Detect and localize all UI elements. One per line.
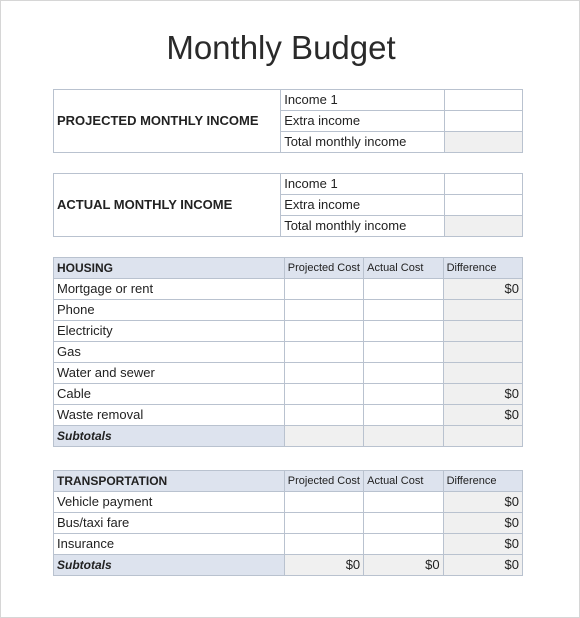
- table-row: [54, 534, 523, 555]
- actual-cost-cell[interactable]: [364, 492, 443, 513]
- projected-income-1-label: Income 1: [281, 90, 445, 111]
- transportation-col-difference: Difference: [443, 471, 522, 492]
- row-label: Cable: [54, 384, 285, 405]
- subtotal-difference: [443, 426, 522, 447]
- housing-col-projected: Projected Cost: [284, 258, 363, 279]
- row-label: Waste removal: [54, 405, 285, 426]
- row-label: Mortgage or rent: [54, 279, 285, 300]
- table-row: [54, 363, 523, 384]
- table-row: [54, 492, 523, 513]
- subtotal-row: [54, 555, 523, 576]
- projected-cost-cell[interactable]: [284, 405, 363, 426]
- subtotal-difference: $0: [443, 555, 522, 576]
- actual-cost-cell[interactable]: [364, 300, 443, 321]
- subtotal-projected: $0: [284, 555, 363, 576]
- difference-cell: [443, 342, 522, 363]
- subtotal-label: Subtotals: [54, 555, 285, 576]
- row-label: Water and sewer: [54, 363, 285, 384]
- actual-cost-cell[interactable]: [364, 363, 443, 384]
- projected-total-income-value: [444, 132, 522, 153]
- difference-cell: [443, 363, 522, 384]
- difference-cell: [443, 300, 522, 321]
- row-label: Phone: [54, 300, 285, 321]
- actual-cost-cell[interactable]: [364, 321, 443, 342]
- row-label: Electricity: [54, 321, 285, 342]
- projected-cost-cell[interactable]: [284, 534, 363, 555]
- difference-cell: $0: [443, 534, 522, 555]
- projected-total-income-label: Total monthly income: [281, 132, 445, 153]
- subtotal-label: Subtotals: [54, 426, 285, 447]
- subtotal-actual: $0: [364, 555, 443, 576]
- actual-cost-cell[interactable]: [364, 384, 443, 405]
- transportation-header: TRANSPORTATION: [54, 471, 285, 492]
- subtotal-actual: [364, 426, 443, 447]
- projected-cost-cell[interactable]: [284, 321, 363, 342]
- projected-cost-cell[interactable]: [284, 384, 363, 405]
- housing-col-actual: Actual Cost: [364, 258, 443, 279]
- table-row: [54, 405, 523, 426]
- housing-header: HOUSING: [54, 258, 285, 279]
- projected-income-1-value[interactable]: [444, 90, 522, 111]
- actual-cost-cell[interactable]: [364, 342, 443, 363]
- difference-cell: $0: [443, 492, 522, 513]
- projected-extra-income-label: Extra income: [281, 111, 445, 132]
- row-label: Insurance: [54, 534, 285, 555]
- projected-cost-cell[interactable]: [284, 279, 363, 300]
- subtotal-row: [54, 426, 523, 447]
- actual-cost-cell[interactable]: [364, 513, 443, 534]
- row-label: Gas: [54, 342, 285, 363]
- table-row: [54, 300, 523, 321]
- projected-cost-cell[interactable]: [284, 492, 363, 513]
- actual-income-1-label: Income 1: [281, 174, 445, 195]
- projected-income-label: PROJECTED MONTHLY INCOME: [54, 90, 281, 153]
- table-row: [54, 342, 523, 363]
- projected-cost-cell[interactable]: [284, 363, 363, 384]
- projected-cost-cell[interactable]: [284, 300, 363, 321]
- difference-cell: $0: [443, 405, 522, 426]
- transportation-col-actual: Actual Cost: [364, 471, 443, 492]
- projected-income-table: [53, 89, 523, 153]
- table-row: [54, 384, 523, 405]
- projected-cost-cell[interactable]: [284, 513, 363, 534]
- transportation-table: [53, 470, 523, 576]
- actual-extra-income-label: Extra income: [281, 195, 445, 216]
- actual-total-income-label: Total monthly income: [281, 216, 445, 237]
- row-label: Bus/taxi fare: [54, 513, 285, 534]
- actual-income-label: ACTUAL MONTHLY INCOME: [54, 174, 281, 237]
- actual-cost-cell[interactable]: [364, 534, 443, 555]
- table-row: [54, 513, 523, 534]
- difference-cell: $0: [443, 279, 522, 300]
- housing-col-difference: Difference: [443, 258, 522, 279]
- difference-cell: [443, 321, 522, 342]
- projected-cost-cell[interactable]: [284, 342, 363, 363]
- actual-total-income-value: [444, 216, 522, 237]
- difference-cell: $0: [443, 513, 522, 534]
- housing-table: [53, 257, 523, 447]
- difference-cell: $0: [443, 384, 522, 405]
- page-title: Monthly Budget: [166, 29, 396, 66]
- actual-cost-cell[interactable]: [364, 405, 443, 426]
- transportation-col-projected: Projected Cost: [284, 471, 363, 492]
- row-label: Vehicle payment: [54, 492, 285, 513]
- actual-cost-cell[interactable]: [364, 279, 443, 300]
- table-row: [54, 321, 523, 342]
- actual-extra-income-value[interactable]: [444, 195, 522, 216]
- actual-income-table: [53, 173, 523, 237]
- actual-income-1-value[interactable]: [444, 174, 522, 195]
- projected-extra-income-value[interactable]: [444, 111, 522, 132]
- table-row: [54, 279, 523, 300]
- subtotal-projected: [284, 426, 363, 447]
